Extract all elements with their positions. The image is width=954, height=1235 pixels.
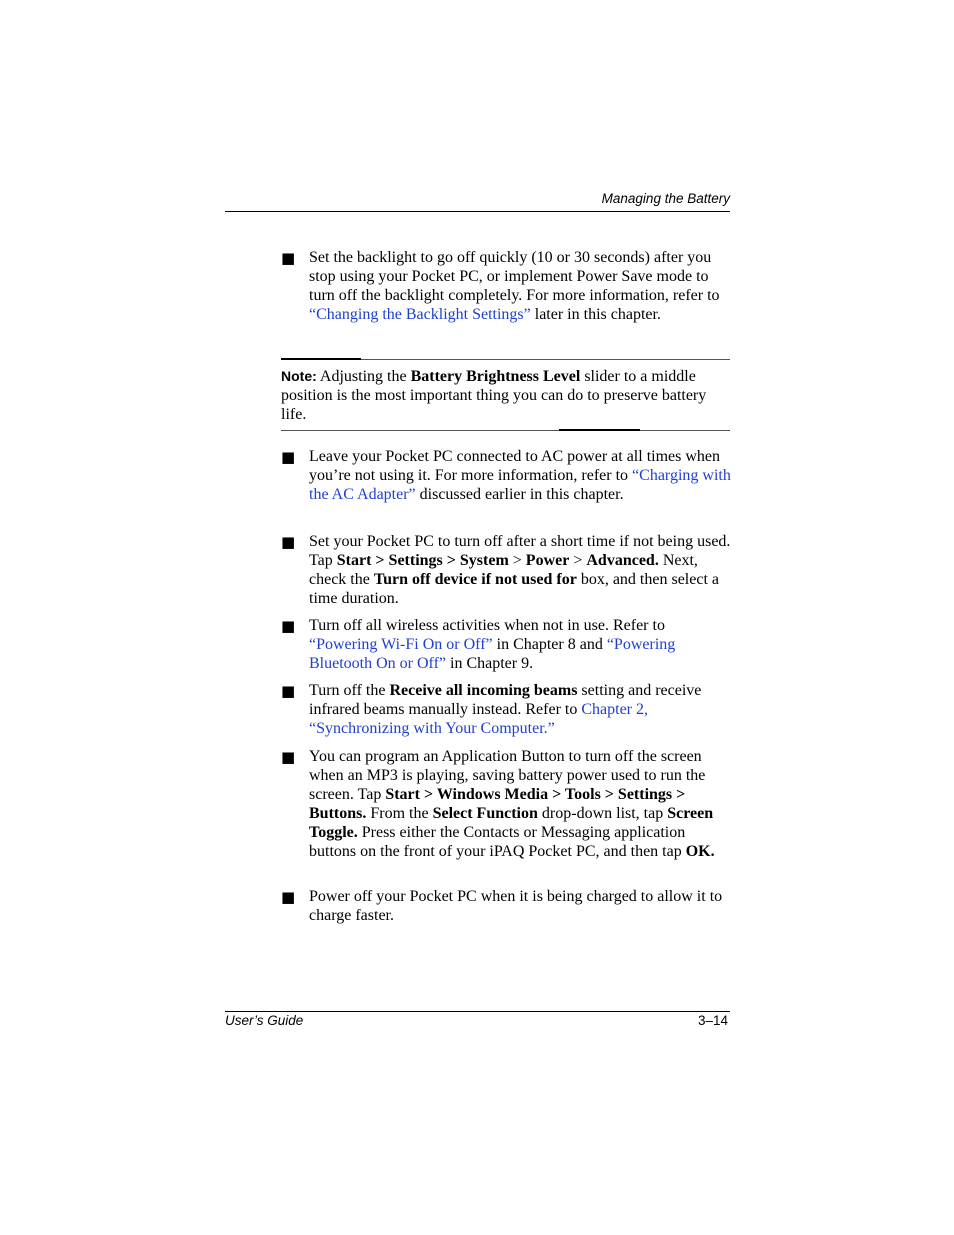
note-text bbox=[281, 367, 729, 424]
page-number: 3–14 bbox=[697, 1013, 728, 1028]
text-run: in Chapter 9. bbox=[446, 655, 534, 672]
list-item bbox=[281, 887, 731, 929]
note-rule-top-accent bbox=[281, 358, 361, 360]
bullet-square-icon: ■ bbox=[281, 617, 296, 635]
text-run: Turn off all wireless activities when not in use. Refer to bbox=[309, 617, 665, 634]
text-run: Turn off the bbox=[309, 682, 390, 699]
bullet-square-icon: ■ bbox=[281, 448, 296, 466]
text-run: box, and then select a time duration. bbox=[309, 571, 719, 607]
list-item bbox=[281, 616, 731, 676]
bold-run: Start > Windows Media > Tools > Settings > Buttons. bbox=[309, 786, 686, 822]
list-item-text bbox=[309, 447, 731, 504]
link-chapter-2-synchronizing[interactable]: Chapter 2, “Synchronizing with Your Computer.” bbox=[309, 701, 648, 737]
bold-run: Screen Toggle. bbox=[309, 805, 714, 841]
note-label: Note: bbox=[281, 368, 317, 384]
bold-run: Battery Brightness Level bbox=[410, 368, 581, 385]
text-run: in Chapter 8 and bbox=[492, 636, 607, 653]
list-item-text bbox=[309, 681, 731, 738]
bold-run: Receive all incoming beams bbox=[389, 682, 578, 699]
text-run: Set your Pocket PC to turn off after a short time if not being used. Tap bbox=[309, 533, 731, 569]
list-item bbox=[281, 248, 731, 344]
list-item bbox=[281, 532, 731, 612]
text-run: drop-down list, tap bbox=[537, 805, 668, 822]
link-powering-bluetooth[interactable]: “Powering Bluetooth On or Off” bbox=[309, 636, 676, 672]
link-changing-backlight-settings[interactable]: “Changing the Backlight Settings” bbox=[309, 306, 531, 323]
text-run: slider to a middle position is the most important thing you can do to preserve battery life. bbox=[281, 368, 707, 423]
list-item-text bbox=[309, 616, 731, 673]
list-item-text bbox=[309, 887, 731, 925]
text-run: Adjusting the bbox=[316, 368, 411, 385]
text-run: > bbox=[569, 552, 587, 569]
text-run: Press either the Contacts or Messaging application buttons on the front of your iPAQ Pocket PC, and then tap bbox=[309, 824, 686, 860]
text-run: You can program an Application Button to turn off the screen when an MP3 is playing, saving battery power used to run the screen. Tap bbox=[309, 748, 706, 803]
footer-rule bbox=[225, 1011, 730, 1012]
list-item-text bbox=[309, 532, 731, 608]
note-rule-bottom bbox=[281, 430, 730, 431]
header-rule bbox=[225, 211, 730, 212]
bold-run: Start > Settings > System bbox=[336, 552, 509, 569]
bullet-square-icon: ■ bbox=[281, 748, 296, 766]
bold-run: Select Function bbox=[432, 805, 538, 822]
bold-run: Power bbox=[525, 552, 570, 569]
bullet-square-icon: ■ bbox=[281, 249, 296, 267]
list-item-text bbox=[309, 248, 731, 324]
text-run: Leave your Pocket PC connected to AC power at all times when you’re not using it. For more information, refer to bbox=[309, 448, 721, 484]
bullet-square-icon: ■ bbox=[281, 682, 296, 700]
running-head: Managing the Battery bbox=[601, 191, 730, 206]
list-item bbox=[281, 447, 731, 527]
note-rule-bottom-accent bbox=[559, 429, 640, 431]
text-run: Next, check the bbox=[309, 552, 698, 588]
link-powering-wifi[interactable]: “Powering Wi-Fi On or Off” bbox=[309, 636, 493, 653]
bullet-square-icon: ■ bbox=[281, 533, 296, 551]
text-run: Set the backlight to go off quickly (10 or 30 seconds) after you stop using your Pocket PC, or implement Power Save mode to turn off the backlight completely. For more information, refer to bbox=[309, 249, 720, 304]
bold-run: Turn off device if not used for bbox=[373, 571, 577, 588]
text-run: > bbox=[508, 552, 526, 569]
bold-run: Advanced. bbox=[586, 552, 659, 569]
list-item bbox=[281, 747, 731, 883]
note-box bbox=[281, 359, 731, 431]
list-item bbox=[281, 681, 731, 741]
bold-run: OK. bbox=[685, 843, 715, 860]
text-run: discussed earlier in this chapter. bbox=[415, 486, 624, 503]
link-charging-ac-adapter[interactable]: “Charging with the AC Adapter” bbox=[309, 467, 731, 503]
text-run: From the bbox=[366, 805, 433, 822]
text-run: setting and receive infrared beams manually instead. Refer to bbox=[309, 682, 702, 718]
list-item-text bbox=[309, 747, 731, 861]
text-run: Power off your Pocket PC when it is being charged to allow it to charge faster. bbox=[309, 888, 723, 924]
text-run: later in this chapter. bbox=[530, 306, 661, 323]
footer-title: User’s Guide bbox=[225, 1013, 304, 1028]
bullet-square-icon: ■ bbox=[281, 888, 296, 906]
